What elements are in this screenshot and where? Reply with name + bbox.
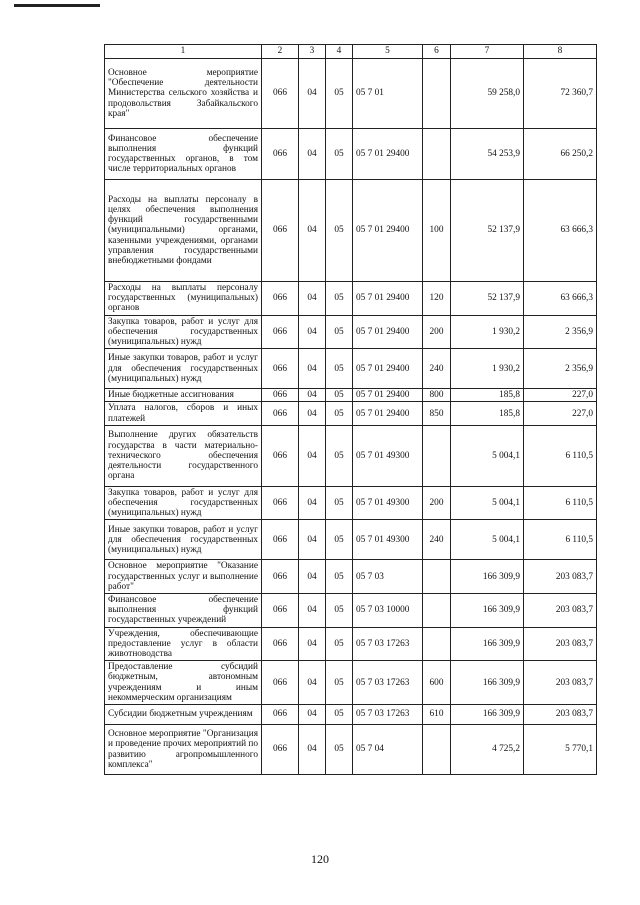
- section-code-cell: 04: [299, 389, 326, 402]
- ministry-code-cell: 066: [262, 315, 299, 349]
- amount-year2-cell: 203 083,7: [524, 661, 597, 705]
- amount-year2-cell: 203 083,7: [524, 627, 597, 661]
- target-article-cell: 05 7 01 49300: [353, 520, 423, 560]
- ministry-code-cell: 066: [262, 594, 299, 628]
- subsection-code-cell: 05: [326, 349, 353, 389]
- table-row: [105, 560, 597, 594]
- expense-type-cell: [423, 627, 451, 661]
- expense-type-cell: 200: [423, 315, 451, 349]
- expense-type-cell: 120: [423, 282, 451, 316]
- column-header: 2: [262, 45, 299, 59]
- item-name-cell: Финансовое обеспечение выполнения функций государственных учреждений: [105, 594, 262, 628]
- section-code-cell: 04: [299, 129, 326, 180]
- column-header: 6: [423, 45, 451, 59]
- column-header: 4: [326, 45, 353, 59]
- amount-year2-cell: 2 356,9: [524, 315, 597, 349]
- amount-year2-cell: 72 360,7: [524, 59, 597, 129]
- table-row: [105, 59, 597, 129]
- item-name-cell: Уплата налогов, сборов и иных платежей: [105, 402, 262, 425]
- table-row: [105, 725, 597, 775]
- amount-year2-cell: 66 250,2: [524, 129, 597, 180]
- amount-year1-cell: 166 309,9: [451, 661, 524, 705]
- ministry-code-cell: 066: [262, 486, 299, 520]
- target-article-cell: 05 7 01: [353, 59, 423, 129]
- ministry-code-cell: 066: [262, 705, 299, 725]
- target-article-cell: 05 7 01 29400: [353, 349, 423, 389]
- subsection-code-cell: 05: [326, 705, 353, 725]
- target-article-cell: 05 7 01 29400: [353, 282, 423, 316]
- table-row: [105, 349, 597, 389]
- target-article-cell: 05 7 03 10000: [353, 594, 423, 628]
- expense-type-cell: 600: [423, 661, 451, 705]
- amount-year1-cell: 1 930,2: [451, 349, 524, 389]
- item-name-cell: Финансовое обеспечение выполнения функций государственных органов, в том числе территориальных органов: [105, 129, 262, 180]
- table-row: [105, 129, 597, 180]
- table-row: [105, 627, 597, 661]
- table-row: [105, 425, 597, 486]
- expense-type-cell: 850: [423, 402, 451, 425]
- ministry-code-cell: 066: [262, 425, 299, 486]
- item-name-cell: Иные бюджетные ассигнования: [105, 389, 262, 402]
- section-code-cell: 04: [299, 180, 326, 282]
- amount-year2-cell: 2 356,9: [524, 349, 597, 389]
- expense-type-cell: 240: [423, 520, 451, 560]
- item-name-cell: Расходы на выплаты персоналу в целях обеспечения выполнения функций государственными (муниципальными) органами, казенными учреждениями, органами управления государственными внебюджетными фондами: [105, 180, 262, 282]
- subsection-code-cell: 05: [326, 402, 353, 425]
- subsection-code-cell: 05: [326, 315, 353, 349]
- subsection-code-cell: 05: [326, 129, 353, 180]
- item-name-cell: Субсидии бюджетным учреждениям: [105, 705, 262, 725]
- subsection-code-cell: 05: [326, 560, 353, 594]
- column-header: 5: [353, 45, 423, 59]
- ministry-code-cell: 066: [262, 402, 299, 425]
- item-name-cell: Расходы на выплаты персоналу государственных (муниципальных) органов: [105, 282, 262, 316]
- section-code-cell: 04: [299, 349, 326, 389]
- subsection-code-cell: 05: [326, 180, 353, 282]
- expense-type-cell: 610: [423, 705, 451, 725]
- subsection-code-cell: 05: [326, 282, 353, 316]
- amount-year1-cell: 5 004,1: [451, 486, 524, 520]
- amount-year2-cell: 6 110,5: [524, 520, 597, 560]
- section-code-cell: 04: [299, 425, 326, 486]
- amount-year2-cell: 63 666,3: [524, 180, 597, 282]
- subsection-code-cell: 05: [326, 59, 353, 129]
- target-article-cell: 05 7 03 17263: [353, 627, 423, 661]
- item-name-cell: Предоставление субсидий бюджетным, автономным учреждениям и иным некоммерческим организациям: [105, 661, 262, 705]
- ministry-code-cell: 066: [262, 282, 299, 316]
- amount-year1-cell: 185,8: [451, 389, 524, 402]
- section-code-cell: 04: [299, 661, 326, 705]
- item-name-cell: Закупка товаров, работ и услуг для обеспечения государственных (муниципальных) нужд: [105, 486, 262, 520]
- ministry-code-cell: 066: [262, 59, 299, 129]
- amount-year2-cell: 227,0: [524, 389, 597, 402]
- amount-year1-cell: 1 930,2: [451, 315, 524, 349]
- expense-type-cell: [423, 594, 451, 628]
- item-name-cell: Выполнение других обязательств государства в части материально-технического обеспечения деятельности государственного органа: [105, 425, 262, 486]
- subsection-code-cell: 05: [326, 725, 353, 775]
- section-code-cell: 04: [299, 594, 326, 628]
- target-article-cell: 05 7 01 49300: [353, 486, 423, 520]
- column-header: 1: [105, 45, 262, 59]
- item-name-cell: Учреждения, обеспечивающие предоставление услуг в области животноводства: [105, 627, 262, 661]
- subsection-code-cell: 05: [326, 425, 353, 486]
- amount-year1-cell: 59 258,0: [451, 59, 524, 129]
- section-code-cell: 04: [299, 725, 326, 775]
- item-name-cell: Иные закупки товаров, работ и услуг для обеспечения государственных (муниципальных) нужд: [105, 349, 262, 389]
- subsection-code-cell: 05: [326, 661, 353, 705]
- ministry-code-cell: 066: [262, 520, 299, 560]
- column-header: 8: [524, 45, 597, 59]
- item-name-cell: Основное мероприятие "Обеспечение деятельности Министерства сельского хозяйства и продовольствия Забайкальского края": [105, 59, 262, 129]
- table-row: [105, 180, 597, 282]
- column-header: 7: [451, 45, 524, 59]
- amount-year1-cell: 52 137,9: [451, 282, 524, 316]
- amount-year1-cell: 166 309,9: [451, 705, 524, 725]
- target-article-cell: 05 7 01 29400: [353, 389, 423, 402]
- ministry-code-cell: 066: [262, 180, 299, 282]
- column-header: 3: [299, 45, 326, 59]
- amount-year2-cell: 203 083,7: [524, 594, 597, 628]
- ministry-code-cell: 066: [262, 389, 299, 402]
- table-row: [105, 661, 597, 705]
- table-row: [105, 402, 597, 425]
- amount-year2-cell: 6 110,5: [524, 425, 597, 486]
- ministry-code-cell: 066: [262, 725, 299, 775]
- table-row: [105, 705, 597, 725]
- subsection-code-cell: 05: [326, 627, 353, 661]
- expense-type-cell: [423, 425, 451, 486]
- amount-year2-cell: 227,0: [524, 402, 597, 425]
- expense-type-cell: [423, 129, 451, 180]
- ministry-code-cell: 066: [262, 560, 299, 594]
- amount-year1-cell: 166 309,9: [451, 627, 524, 661]
- expense-type-cell: 800: [423, 389, 451, 402]
- section-code-cell: 04: [299, 520, 326, 560]
- ministry-code-cell: 066: [262, 627, 299, 661]
- page-number: 120: [311, 852, 329, 866]
- subsection-code-cell: 05: [326, 389, 353, 402]
- header-rule: [14, 4, 100, 7]
- expense-type-cell: 200: [423, 486, 451, 520]
- table-row: [105, 282, 597, 316]
- table-row: [105, 594, 597, 628]
- amount-year1-cell: 5 004,1: [451, 425, 524, 486]
- section-code-cell: 04: [299, 315, 326, 349]
- amount-year2-cell: 6 110,5: [524, 486, 597, 520]
- table-header-row: [105, 45, 597, 59]
- subsection-code-cell: 05: [326, 594, 353, 628]
- ministry-code-cell: 066: [262, 129, 299, 180]
- table-row: [105, 315, 597, 349]
- amount-year2-cell: 63 666,3: [524, 282, 597, 316]
- amount-year1-cell: 54 253,9: [451, 129, 524, 180]
- item-name-cell: Иные закупки товаров, работ и услуг для обеспечения государственных (муниципальных) нужд: [105, 520, 262, 560]
- section-code-cell: 04: [299, 560, 326, 594]
- target-article-cell: 05 7 04: [353, 725, 423, 775]
- subsection-code-cell: 05: [326, 520, 353, 560]
- amount-year1-cell: 5 004,1: [451, 520, 524, 560]
- section-code-cell: 04: [299, 486, 326, 520]
- budget-table: [104, 44, 597, 775]
- table-row: [105, 486, 597, 520]
- amount-year2-cell: 5 770,1: [524, 725, 597, 775]
- expense-type-cell: 240: [423, 349, 451, 389]
- ministry-code-cell: 066: [262, 661, 299, 705]
- amount-year1-cell: 166 309,9: [451, 594, 524, 628]
- item-name-cell: Основное мероприятие "Организация и проведение прочих мероприятий по развитию агропромышленного комплекса": [105, 725, 262, 775]
- target-article-cell: 05 7 03 17263: [353, 661, 423, 705]
- target-article-cell: 05 7 01 49300: [353, 425, 423, 486]
- ministry-code-cell: 066: [262, 349, 299, 389]
- target-article-cell: 05 7 01 29400: [353, 129, 423, 180]
- amount-year1-cell: 185,8: [451, 402, 524, 425]
- target-article-cell: 05 7 01 29400: [353, 402, 423, 425]
- section-code-cell: 04: [299, 705, 326, 725]
- amount-year2-cell: 203 083,7: [524, 705, 597, 725]
- item-name-cell: Закупка товаров, работ и услуг для обеспечения государственных (муниципальных) нужд: [105, 315, 262, 349]
- amount-year1-cell: 166 309,9: [451, 560, 524, 594]
- table-row: [105, 389, 597, 402]
- amount-year2-cell: 203 083,7: [524, 560, 597, 594]
- table-body: [105, 59, 597, 775]
- expense-type-cell: [423, 560, 451, 594]
- subsection-code-cell: 05: [326, 486, 353, 520]
- amount-year1-cell: 4 725,2: [451, 725, 524, 775]
- section-code-cell: 04: [299, 402, 326, 425]
- target-article-cell: 05 7 03: [353, 560, 423, 594]
- expense-type-cell: 100: [423, 180, 451, 282]
- section-code-cell: 04: [299, 627, 326, 661]
- expense-type-cell: [423, 59, 451, 129]
- table-row: [105, 520, 597, 560]
- item-name-cell: Основное мероприятие "Оказание государственных услуг и выполнение работ": [105, 560, 262, 594]
- expense-type-cell: [423, 725, 451, 775]
- section-code-cell: 04: [299, 59, 326, 129]
- target-article-cell: 05 7 01 29400: [353, 180, 423, 282]
- target-article-cell: 05 7 01 29400: [353, 315, 423, 349]
- section-code-cell: 04: [299, 282, 326, 316]
- amount-year1-cell: 52 137,9: [451, 180, 524, 282]
- target-article-cell: 05 7 03 17263: [353, 705, 423, 725]
